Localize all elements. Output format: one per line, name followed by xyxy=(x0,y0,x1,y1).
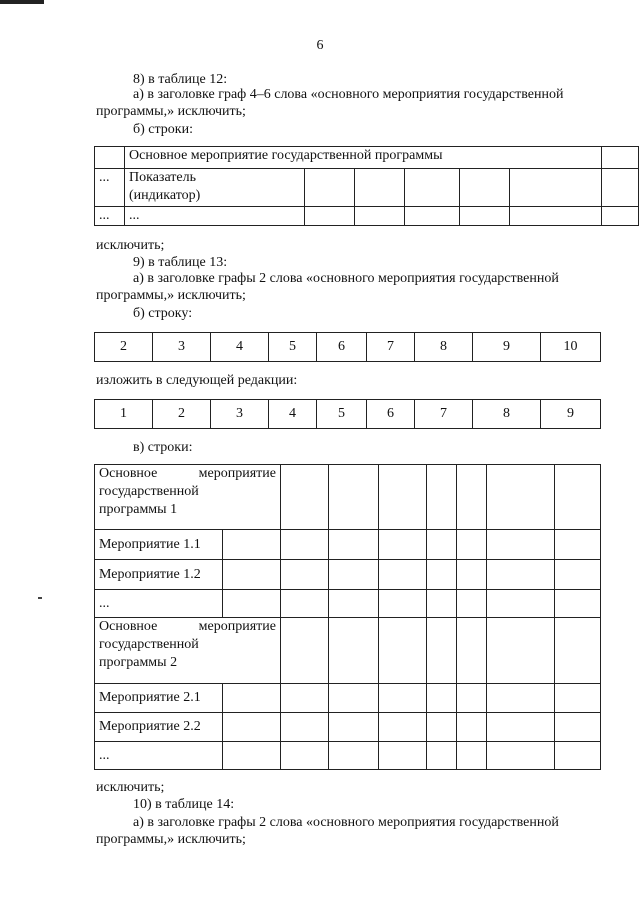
empty-cell xyxy=(602,147,639,169)
new-row-cell: 8 xyxy=(473,400,541,429)
new-row-cell: 3 xyxy=(211,400,269,429)
item-10-heading: 10) в таблице 14: xyxy=(133,797,235,812)
empty-cell xyxy=(602,169,639,207)
empty-cell xyxy=(460,207,510,226)
empty-cell xyxy=(602,207,639,226)
empty-cell xyxy=(555,590,601,618)
item-8-heading: 8) в таблице 12: xyxy=(133,72,228,87)
empty-cell xyxy=(457,684,487,713)
table12-dots-cell: ... xyxy=(125,207,305,226)
exclude-text-1: исключить; xyxy=(96,238,165,253)
empty-cell xyxy=(457,530,487,560)
empty-cell xyxy=(457,713,487,742)
empty-cell xyxy=(355,207,405,226)
empty-cell xyxy=(329,530,379,560)
dots-cell-2: ... xyxy=(95,742,223,770)
empty-cell xyxy=(329,618,379,684)
empty-cell xyxy=(355,169,405,207)
item-10a-line1: а) в заголовке графы 2 слова «основного мероприятия государственной xyxy=(133,815,559,830)
empty-cell xyxy=(379,684,427,713)
empty-cell xyxy=(555,618,601,684)
empty-cell xyxy=(487,465,555,530)
main-activity-2-cell: Основное мероприятие государственной программы 2 xyxy=(95,618,281,684)
item-9-heading: 9) в таблице 13: xyxy=(133,255,228,270)
item-9a-line2: программы,» исключить; xyxy=(96,288,246,303)
empty-cell xyxy=(427,713,457,742)
empty-cell xyxy=(405,169,460,207)
item-9v: в) строки: xyxy=(133,440,193,455)
empty-cell xyxy=(379,560,427,590)
empty-cell xyxy=(329,560,379,590)
empty-cell xyxy=(460,169,510,207)
empty-cell xyxy=(281,618,329,684)
empty-cell xyxy=(427,590,457,618)
restate-text: изложить в следующей редакции: xyxy=(96,373,298,388)
new-row-cell: 7 xyxy=(415,400,473,429)
empty-cell xyxy=(95,147,125,169)
empty-cell xyxy=(329,713,379,742)
empty-cell xyxy=(379,590,427,618)
old-row-cell: 2 xyxy=(95,333,153,362)
dots-cell-1: ... xyxy=(95,590,223,618)
empty-cell xyxy=(281,590,329,618)
empty-cell xyxy=(555,530,601,560)
empty-cell xyxy=(223,684,281,713)
empty-cell xyxy=(555,713,601,742)
old-row-cell: 8 xyxy=(415,333,473,362)
page-number: 6 xyxy=(316,38,324,53)
empty-cell xyxy=(555,742,601,770)
table12-main-activity-cell: Основное мероприятие государственной программы xyxy=(125,147,602,169)
old-row-cell: 5 xyxy=(269,333,317,362)
empty-cell xyxy=(379,618,427,684)
empty-cell xyxy=(457,560,487,590)
empty-cell xyxy=(457,465,487,530)
empty-cell xyxy=(457,742,487,770)
table13-new-row xyxy=(94,399,601,429)
empty-cell xyxy=(379,713,427,742)
empty-cell xyxy=(427,560,457,590)
empty-cell xyxy=(329,465,379,530)
empty-cell xyxy=(379,530,427,560)
empty-cell xyxy=(223,742,281,770)
old-row-cell: 9 xyxy=(473,333,541,362)
activity-1-2-cell: Мероприятие 1.2 xyxy=(95,560,223,590)
empty-cell xyxy=(427,465,457,530)
new-row-cell: 4 xyxy=(269,400,317,429)
item-8a-line2: программы,» исключить; xyxy=(96,104,246,119)
old-row-cell: 6 xyxy=(317,333,367,362)
table12-dots-cell: ... xyxy=(95,169,125,207)
empty-cell xyxy=(427,684,457,713)
empty-cell xyxy=(555,684,601,713)
empty-cell xyxy=(281,465,329,530)
empty-cell xyxy=(487,590,555,618)
empty-cell xyxy=(555,560,601,590)
empty-cell xyxy=(487,618,555,684)
old-row-cell: 7 xyxy=(367,333,415,362)
item-8b: б) строки: xyxy=(133,122,193,137)
table13-rows xyxy=(94,464,601,770)
empty-cell xyxy=(427,618,457,684)
empty-cell xyxy=(281,742,329,770)
empty-cell xyxy=(487,713,555,742)
activity-2-1-cell: Мероприятие 2.1 xyxy=(95,684,223,713)
empty-cell xyxy=(281,713,329,742)
empty-cell xyxy=(427,530,457,560)
empty-cell xyxy=(223,530,281,560)
table-12-rows xyxy=(94,146,639,226)
empty-cell xyxy=(487,560,555,590)
table13-old-row xyxy=(94,332,601,362)
empty-cell xyxy=(329,590,379,618)
item-10a-line2: программы,» исключить; xyxy=(96,832,246,847)
empty-cell xyxy=(281,530,329,560)
empty-cell xyxy=(487,742,555,770)
empty-cell xyxy=(555,465,601,530)
main-activity-1-cell: Основное мероприятие государственной программы 1 xyxy=(95,465,281,530)
empty-cell xyxy=(281,684,329,713)
old-row-cell: 10 xyxy=(541,333,601,362)
empty-cell xyxy=(457,590,487,618)
old-row-cell: 4 xyxy=(211,333,269,362)
old-row-cell: 3 xyxy=(153,333,211,362)
empty-cell xyxy=(379,465,427,530)
new-row-cell: 6 xyxy=(367,400,415,429)
empty-cell xyxy=(281,560,329,590)
empty-cell xyxy=(329,742,379,770)
new-row-cell: 5 xyxy=(317,400,367,429)
empty-cell xyxy=(329,684,379,713)
activity-2-2-cell: Мероприятие 2.2 xyxy=(95,713,223,742)
empty-cell xyxy=(427,742,457,770)
table12-indicator-cell: Показатель (индикатор) xyxy=(125,169,305,207)
activity-1-1-cell: Мероприятие 1.1 xyxy=(95,530,223,560)
empty-cell xyxy=(487,684,555,713)
item-8a-line1: а) в заголовке граф 4–6 слова «основного мероприятия государственной xyxy=(133,87,564,102)
item-9b: б) строку: xyxy=(133,306,193,321)
empty-cell xyxy=(457,618,487,684)
empty-cell xyxy=(223,713,281,742)
empty-cell xyxy=(487,530,555,560)
new-row-cell: 2 xyxy=(153,400,211,429)
empty-cell xyxy=(405,207,460,226)
empty-cell xyxy=(223,560,281,590)
empty-cell xyxy=(305,169,355,207)
empty-cell xyxy=(510,169,602,207)
table12-dots-cell: ... xyxy=(95,207,125,226)
empty-cell xyxy=(223,590,281,618)
scan-corner-mark xyxy=(0,0,44,4)
empty-cell xyxy=(379,742,427,770)
scan-speck xyxy=(38,597,42,599)
new-row-cell: 9 xyxy=(541,400,601,429)
exclude-text-2: исключить; xyxy=(96,780,165,795)
item-9a-line1: а) в заголовке графы 2 слова «основного мероприятия государственной xyxy=(133,271,559,286)
new-row-cell: 1 xyxy=(95,400,153,429)
empty-cell xyxy=(510,207,602,226)
empty-cell xyxy=(305,207,355,226)
